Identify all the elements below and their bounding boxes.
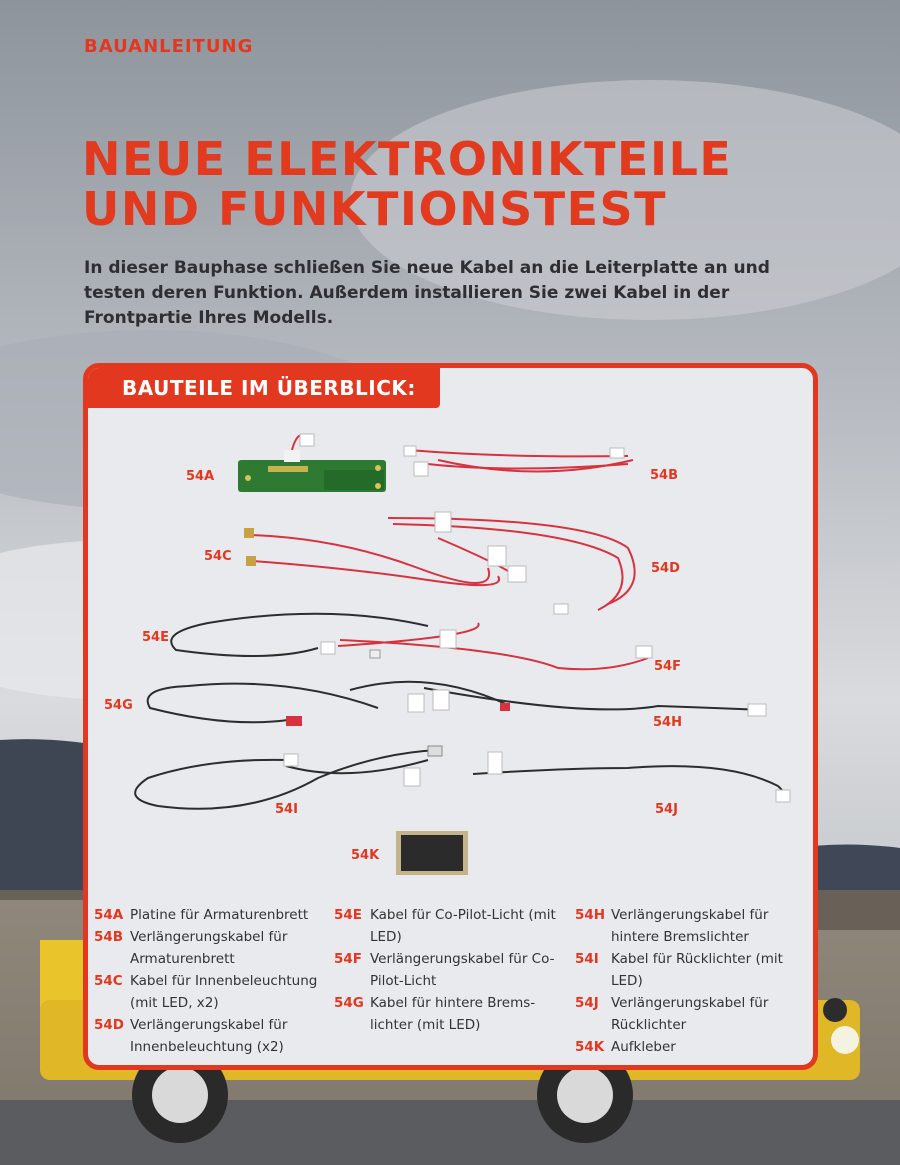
- legend-text: Verlängerungskabel für Rücklichter: [611, 995, 769, 1033]
- part-54j-cable: [473, 752, 790, 802]
- legend-code: 54E: [334, 907, 363, 923]
- part-label-54a: 54A: [186, 469, 215, 484]
- intro-text: In dieser Bauphase schließen Sie neue Kabel an die Leiterplatte an und testen deren Funktion. Außerdem installieren Sie zwei Kabel in der Frontpartie Ihres Modells.: [84, 258, 770, 328]
- legend-item: [94, 904, 329, 926]
- legend-code: 54J: [575, 995, 599, 1011]
- part-label-54i: 54I: [275, 802, 298, 817]
- legend-item: [575, 992, 807, 1036]
- page-title: [82, 134, 732, 234]
- part-54g-cable: [148, 682, 510, 726]
- part-label-54b: 54B: [650, 468, 678, 483]
- part-54k-sticker: [396, 831, 468, 875]
- legend-code: 54D: [94, 1017, 124, 1033]
- legend-item: [94, 1014, 329, 1058]
- legend-code: 54K: [575, 1039, 605, 1055]
- legend-item: [94, 970, 329, 1014]
- part-54i-cable: [135, 746, 442, 809]
- legend-text: Verlängerungskabel für Innenbeleuchtung (x2): [130, 1017, 288, 1055]
- legend-column-3: [575, 904, 807, 1058]
- parts-illustration: [88, 368, 813, 908]
- part-label-54g: 54G: [104, 698, 133, 713]
- legend-text: Verlängerungskabel für Armaturenbrett: [130, 929, 288, 967]
- part-label-54c: 54C: [204, 549, 232, 564]
- legend-text: Kabel für Innenbeleuchtung (mit LED, x2): [130, 973, 318, 1011]
- legend-text: Verlängerungskabel für hintere Bremslichter: [611, 907, 769, 945]
- legend-code: 54H: [575, 907, 606, 923]
- page-title-line-2: UND FUNKTIONSTEST: [82, 182, 668, 236]
- legend-text: Aufkleber: [611, 1039, 676, 1055]
- legend-text: Kabel für Co-Pilot-Licht (mit LED): [370, 907, 556, 945]
- section-kicker: BAUANLEITUNG: [84, 36, 254, 57]
- legend-item: [575, 904, 807, 948]
- legend-item: [334, 948, 569, 992]
- page-title-line-1: NEUE ELEKTRONIKTEILE: [82, 132, 733, 186]
- legend-text: Kabel für Rücklichter (mit LED): [611, 951, 783, 989]
- part-54c-cables: [244, 528, 499, 585]
- legend-item: [334, 992, 569, 1036]
- part-label-54j: 54J: [655, 802, 678, 817]
- legend-item: [575, 1036, 807, 1058]
- legend-code: 54G: [334, 995, 364, 1011]
- part-54e-cable: [171, 614, 428, 658]
- part-label-54e: 54E: [142, 630, 169, 645]
- part-54a-board: [238, 434, 386, 492]
- part-label-54f: 54F: [654, 659, 681, 674]
- part-label-54h: 54H: [653, 715, 682, 730]
- legend-text: Kabel für hintere Bremslichter (mit LED): [370, 995, 536, 1033]
- legend-code: 54I: [575, 951, 599, 967]
- part-54b-cable: [404, 446, 633, 476]
- legend-item: [334, 904, 569, 948]
- legend-text: Platine für Armaturenbrett: [130, 907, 309, 923]
- legend-text: Verlängerungskabel für Co-Pilot-Licht: [370, 951, 555, 989]
- legend-column-2: [334, 904, 569, 1036]
- part-label-54k: 54K: [351, 848, 380, 863]
- legend-item: [94, 926, 329, 970]
- part-54f-cable: [338, 623, 652, 669]
- legend-code: 54C: [94, 973, 123, 989]
- part-label-54d: 54D: [651, 561, 680, 576]
- legend-code: 54B: [94, 929, 124, 945]
- legend-column-1: [94, 904, 329, 1058]
- panel-heading: BAUTEILE IM ÜBERBLICK:: [88, 368, 440, 408]
- legend-item: [575, 948, 807, 992]
- parts-overview-panel: [83, 363, 818, 1070]
- part-54d-cables: [388, 512, 635, 614]
- legend-code: 54A: [94, 907, 124, 923]
- legend-code: 54F: [334, 951, 363, 967]
